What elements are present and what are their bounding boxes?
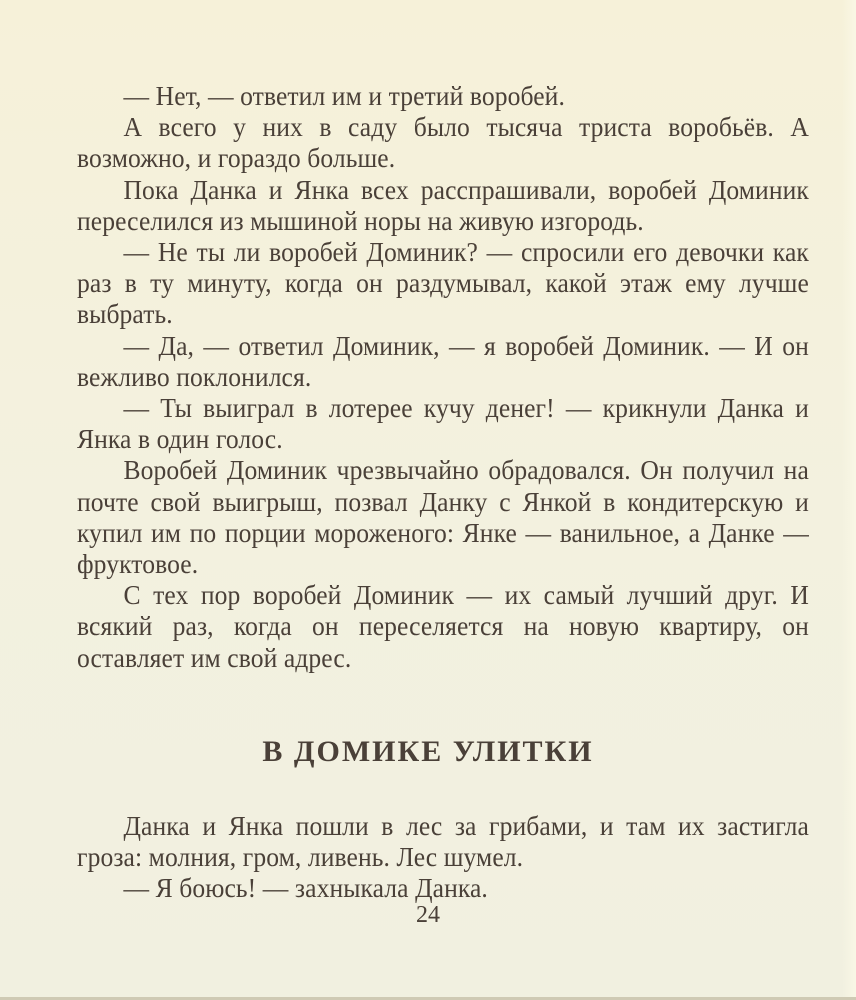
paragraph: — Да, — ответил Доминик, — я воробей Доминик. — И он вежливо поклонился.	[77, 329, 809, 392]
page-number: 24	[416, 902, 440, 928]
paragraph: — Не ты ли воробей Доминик? — спросили его девочки как раз в ту минуту, когда он раздумывал, какой этаж ему лучше выбрать.	[77, 236, 809, 330]
paragraph: С тех пор воробей Доминик — их самый лучший друг. И всякий раз, когда он переселяется на новую квартиру, он оставляет им свой адрес.	[77, 579, 809, 673]
paragraph: — Я боюсь! — захныкала Данка.	[123, 872, 488, 904]
paragraph: Данка и Янка пошли в лес за грибами, и там их застигла гроза: молния, гром, ливень. Лес шумел.	[77, 810, 809, 873]
paragraph: Воробей Доминик чрезвычайно обрадовался. Он получил на почте свой выигрыш, позвал Данку с Янкой в кондитерскую и купил им по порции мороженого: Янке — ванильное, а Данке — фруктовое.	[77, 454, 809, 580]
paragraph: А всего у них в саду было тысяча триста воробьёв. А возможно, и гораздо больше.	[77, 111, 809, 174]
story-ending-text	[77, 80, 809, 673]
paragraph: — Нет, — ответил им и третий воробей.	[123, 80, 565, 111]
chapter-title: В ДОМИКЕ УЛИТКИ	[262, 735, 594, 768]
chapter-text	[77, 810, 809, 904]
paragraph: Пока Данка и Янка всех расспрашивали, воробей Доминик переселился из мышиной норы на живую изгородь.	[77, 173, 809, 236]
paragraph: — Ты выиграл в лотерее кучу денег! — крикнули Данка и Янка в один голос.	[77, 392, 809, 455]
page-edge	[842, 0, 856, 1000]
